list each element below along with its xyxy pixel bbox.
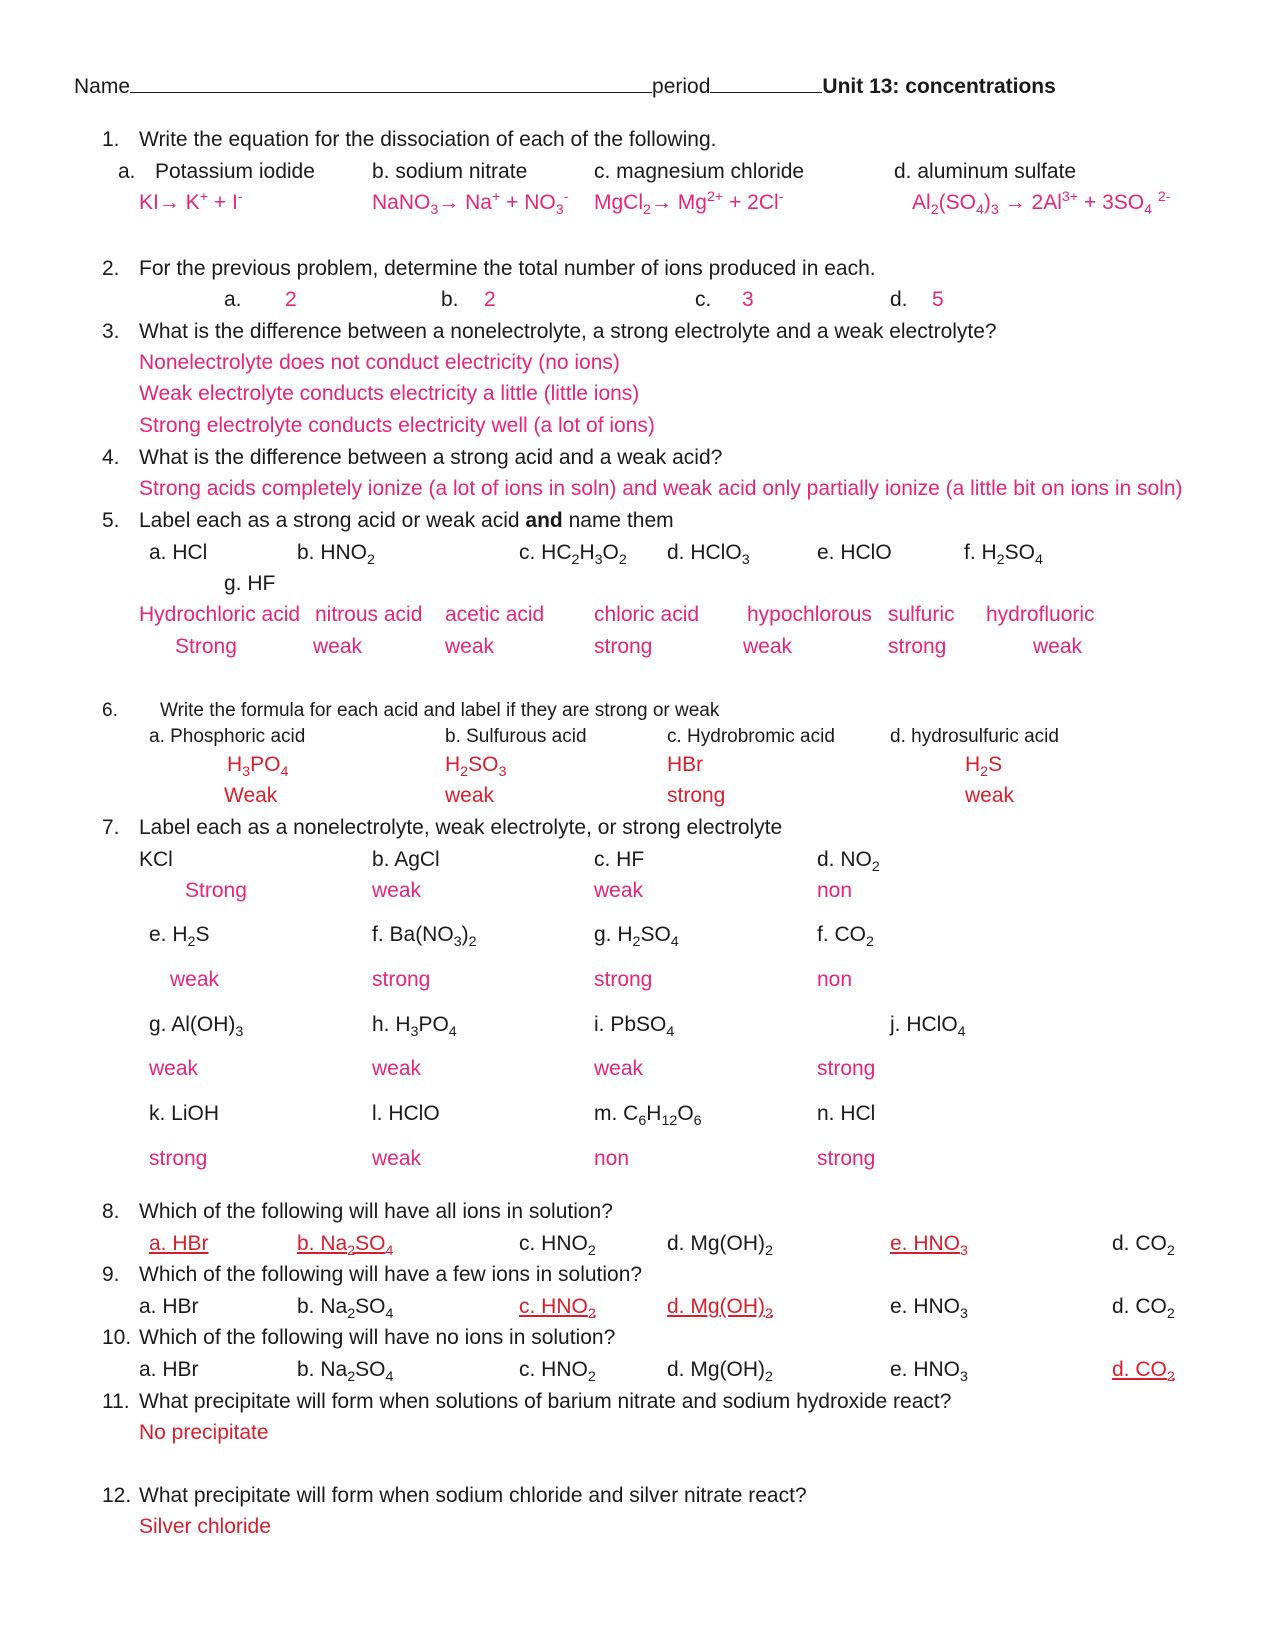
q5-d: d. HClO$_3$ bbox=[667, 541, 750, 569]
q11-number: 11. bbox=[102, 1390, 130, 1413]
q7-a: KCl bbox=[139, 848, 173, 871]
q5-strength-7: weak bbox=[1033, 635, 1083, 658]
q6-b: b. Sulfurous acid bbox=[445, 726, 587, 747]
q6-a-formula: $H_3PO_4$ bbox=[227, 753, 289, 781]
q7-j: j. HClO$_4$ bbox=[890, 1013, 966, 1041]
q8-choice-b: b. $Na_2SO_4$ bbox=[297, 1232, 394, 1260]
q2-b-label: b. bbox=[441, 288, 459, 311]
q7-b: b. AgCl bbox=[372, 848, 440, 871]
q5-strength-4: strong bbox=[594, 635, 653, 658]
q1-c-equation: MgCl$_2$→ $Mg^{2+} + 2Cl^-$ bbox=[594, 189, 784, 219]
q2-text: For the previous problem, determine the total number of ions produced in each. bbox=[139, 257, 876, 280]
q7-answer-b: weak bbox=[372, 879, 422, 902]
q7-answer-n: strong bbox=[817, 1147, 876, 1170]
q7-c: c. HF bbox=[594, 848, 645, 871]
q1-b-equation: NaNO$_3$→ $Na^+ + NO_3^-$ bbox=[372, 189, 569, 219]
q5-strength-5: weak bbox=[743, 635, 793, 658]
q7-f: f. $Ba(NO_3)_2$ bbox=[372, 923, 477, 951]
q7-answer-g2: weak bbox=[149, 1057, 199, 1080]
q5-name-1: Hydrochloric acid bbox=[139, 603, 301, 626]
q7-answer-d: non bbox=[817, 879, 853, 902]
q2-c-label: c. bbox=[695, 288, 712, 311]
q12-answer: Silver chloride bbox=[139, 1515, 271, 1538]
q5-strength-3: weak bbox=[445, 635, 495, 658]
q10-choice-b: b. $Na_2SO_4$ bbox=[297, 1358, 394, 1386]
q5-a: a. HCl bbox=[149, 541, 208, 564]
q1-b-name: b. sodium nitrate bbox=[372, 160, 528, 183]
q7-number: 7. bbox=[102, 816, 120, 839]
q9-choice-f: d. $CO_2$ bbox=[1112, 1295, 1175, 1323]
q12-number: 12. bbox=[102, 1484, 132, 1507]
period-blank bbox=[710, 74, 822, 93]
q10-choice-d: d. $Mg(OH)_2$ bbox=[667, 1358, 773, 1386]
q7-answer-f2: non bbox=[817, 968, 853, 991]
q10-choice-f: d. $CO_2$ bbox=[1112, 1358, 1175, 1386]
q7-answer-f: strong bbox=[372, 968, 431, 991]
q5-b: b. $HNO_2$ bbox=[297, 541, 375, 569]
q6-c-strength: strong bbox=[667, 784, 726, 807]
q9-number: 9. bbox=[102, 1263, 120, 1286]
q7-g: g. $H_2SO_4$ bbox=[594, 923, 679, 951]
q5-f: f. $H_2SO_4$ bbox=[964, 541, 1043, 569]
q7-answer-l: weak bbox=[372, 1147, 422, 1170]
q7-k: k. LiOH bbox=[149, 1102, 220, 1125]
q6-number: 6. bbox=[102, 700, 118, 721]
q7-i: i. PbSO$_4$ bbox=[594, 1013, 675, 1041]
q7-answer-i: weak bbox=[594, 1057, 644, 1080]
q5-name-7: hydrofluoric bbox=[986, 603, 1095, 626]
q6-d: d. hydrosulfuric acid bbox=[890, 726, 1059, 747]
q7-answer-e: weak bbox=[170, 968, 220, 991]
q8-choice-a: a. HBr bbox=[149, 1232, 209, 1255]
q5-name-3: acetic acid bbox=[445, 603, 545, 626]
q1-number: 1. bbox=[102, 128, 120, 151]
q8-choice-e: e. $HNO_3$ bbox=[890, 1232, 968, 1260]
name-blank bbox=[130, 74, 652, 93]
q8-choice-f: d. $CO_2$ bbox=[1112, 1232, 1175, 1260]
q9-choice-d: d. $Mg(OH)_2$ bbox=[667, 1295, 773, 1323]
q5-name-4: chloric acid bbox=[594, 603, 700, 626]
q7-answer-j: strong bbox=[817, 1057, 876, 1080]
q1-text: Write the equation for the dissociation of each of the following. bbox=[139, 128, 717, 151]
q5-name-5: hypochlorous bbox=[747, 603, 872, 626]
q2-a-value: 2 bbox=[285, 288, 297, 311]
header-line bbox=[74, 74, 1056, 99]
q1-a-label: a. bbox=[118, 160, 136, 183]
q8-choice-d: d. $Mg(OH)_2$ bbox=[667, 1232, 773, 1260]
q11-answer: No precipitate bbox=[139, 1421, 269, 1444]
q6-d-strength: weak bbox=[965, 784, 1015, 807]
q1-a-name: Potassium iodide bbox=[155, 160, 315, 183]
q2-number: 2. bbox=[102, 257, 120, 280]
q3-answer-2: Weak electrolyte conducts electricity a little (little ions) bbox=[139, 382, 640, 405]
q6-a-strength: Weak bbox=[224, 784, 278, 807]
q9-text: Which of the following will have a few ions in solution? bbox=[139, 1263, 643, 1286]
q8-number: 8. bbox=[102, 1200, 120, 1223]
q9-choice-e: e. $HNO_3$ bbox=[890, 1295, 968, 1323]
q3-answer-3: Strong electrolyte conducts electricity well (a lot of ions) bbox=[139, 414, 655, 437]
q6-d-formula: $H_2S$ bbox=[965, 753, 1003, 781]
q6-b-formula: $H_2SO_3$ bbox=[445, 753, 507, 781]
q7-answer-g: strong bbox=[594, 968, 653, 991]
q6-b-strength: weak bbox=[445, 784, 495, 807]
q5-strength-2: weak bbox=[313, 635, 363, 658]
q10-choice-a: a. HBr bbox=[139, 1358, 199, 1381]
q5-g: g. HF bbox=[224, 572, 276, 595]
q5-e: e. HClO bbox=[817, 541, 892, 564]
q1-a-equation: KI→ K+ + I- bbox=[139, 189, 243, 214]
q1-c-name: c. magnesium chloride bbox=[594, 160, 805, 183]
q7-m: m. $C_6H_{12}O_6$ bbox=[594, 1102, 702, 1130]
q2-d-label: d. bbox=[890, 288, 908, 311]
q7-f2: f. $CO_2$ bbox=[817, 923, 874, 951]
q7-answer-k: strong bbox=[149, 1147, 208, 1170]
q5-strength-6: strong bbox=[888, 635, 947, 658]
q5-c: c. $HC_2H_3O_2$ bbox=[519, 541, 627, 569]
q2-a-label: a. bbox=[224, 288, 242, 311]
q8-text: Which of the following will have all ions in solution? bbox=[139, 1200, 613, 1223]
q8-choice-c: c. $HNO_2$ bbox=[519, 1232, 596, 1260]
q7-answer-h: weak bbox=[372, 1057, 422, 1080]
q4-answer: Strong acids completely ionize (a lot of ions in soln) and weak acid only partially ionize (a little bit on ions in soln) bbox=[139, 477, 1183, 500]
q5-name-2: nitrous acid bbox=[315, 603, 423, 626]
q2-b-value: 2 bbox=[484, 288, 496, 311]
q5-text: Label each as a strong acid or weak acid and name them bbox=[139, 509, 674, 532]
period-label: period bbox=[652, 75, 711, 98]
q7-n: n. HCl bbox=[817, 1102, 876, 1125]
q10-text: Which of the following will have no ions in solution? bbox=[139, 1326, 616, 1349]
q2-c-value: 3 bbox=[742, 288, 754, 311]
q3-text: What is the difference between a nonelectrolyte, a strong electrolyte and a weak electrolyte? bbox=[139, 320, 997, 343]
q7-answer-m: non bbox=[594, 1147, 630, 1170]
q6-c: c. Hydrobromic acid bbox=[667, 726, 835, 747]
q7-l: l. HClO bbox=[372, 1102, 440, 1125]
q10-choice-c: c. $HNO_2$ bbox=[519, 1358, 596, 1386]
q6-text: Write the formula for each acid and label if they are strong or weak bbox=[160, 700, 720, 721]
q7-answer-c: weak bbox=[594, 879, 644, 902]
q2-d-value: 5 bbox=[932, 288, 944, 311]
q6-c-formula: HBr bbox=[667, 753, 704, 776]
q10-choice-e: e. $HNO_3$ bbox=[890, 1358, 968, 1386]
q11-text: What precipitate will form when solutions of barium nitrate and sodium hydroxide react? bbox=[139, 1390, 952, 1413]
q7-d: d. $NO_2$ bbox=[817, 848, 880, 876]
q5-number: 5. bbox=[102, 509, 120, 532]
q4-number: 4. bbox=[102, 446, 120, 469]
q5-strength-1: Strong bbox=[175, 635, 237, 658]
q9-choice-c: c. $HNO_2$ bbox=[519, 1295, 596, 1323]
q9-choice-a: a. HBr bbox=[139, 1295, 199, 1318]
q3-answer-1: Nonelectrolyte does not conduct electricity (no ions) bbox=[139, 351, 620, 374]
q7-h: h. $H_3PO_4$ bbox=[372, 1013, 457, 1041]
name-label: Name bbox=[74, 75, 131, 98]
q9-choice-b: b. $Na_2SO_4$ bbox=[297, 1295, 394, 1323]
q1-d-name: d. aluminum sulfate bbox=[894, 160, 1077, 183]
q5-name-6: sulfuric bbox=[888, 603, 955, 626]
q10-number: 10. bbox=[102, 1326, 132, 1349]
q4-text: What is the difference between a strong acid and a weak acid? bbox=[139, 446, 723, 469]
q1-d-equation: $Al_2(SO_4)_3 \to 2Al^{3+} + 3SO_4$ $^{2-}$ bbox=[912, 189, 1171, 219]
q6-a: a. Phosphoric acid bbox=[149, 726, 306, 747]
unit-title: Unit 13: concentrations bbox=[822, 75, 1056, 98]
q3-number: 3. bbox=[102, 320, 120, 343]
q7-g2: g. $Al(OH)_3$ bbox=[149, 1013, 244, 1041]
q7-e: e. $H_2S$ bbox=[149, 923, 210, 951]
q7-answer-a: Strong bbox=[185, 879, 247, 902]
q7-text: Label each as a nonelectrolyte, weak electrolyte, or strong electrolyte bbox=[139, 816, 783, 839]
q12-text: What precipitate will form when sodium chloride and silver nitrate react? bbox=[139, 1484, 807, 1507]
